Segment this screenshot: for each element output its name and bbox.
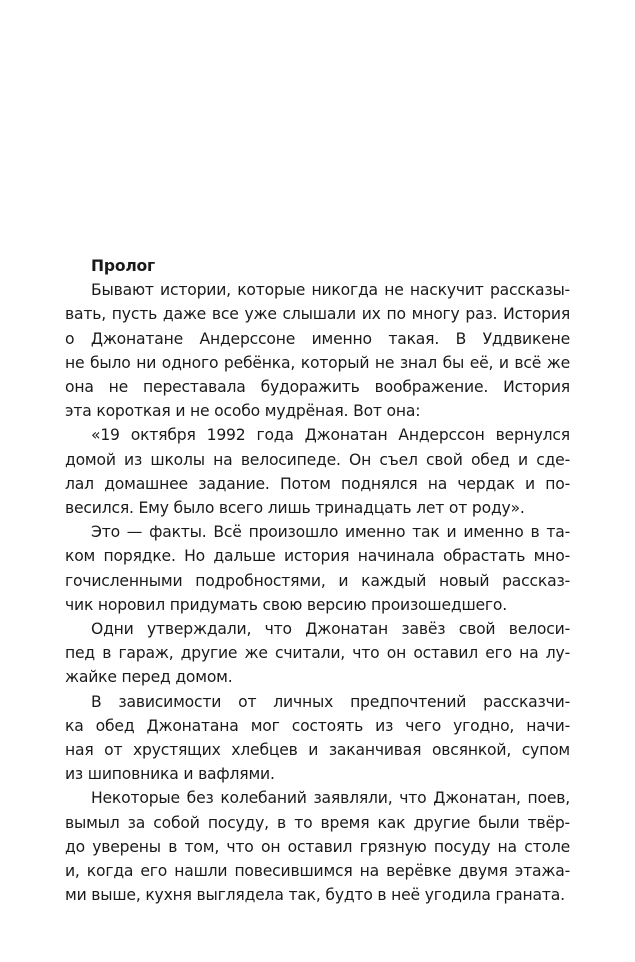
text-line: Одни утверждали, что Джонатан завёз свой велоси- [91,620,570,639]
text-line: эта короткая и не особо мудрёная. Вот она: [65,402,421,421]
text-line: о Джонатане Андерссоне именно такая. В Уддвикене [65,329,570,348]
book-page [65,254,570,907]
paragraph [65,278,570,423]
chapter-title: Пролог [91,257,156,275]
text-line: вымыл за собой посуду, в то время как другие были твёр- [65,813,570,832]
text-line: вать, пусть даже все уже слышали их по многу раз. История [65,305,570,324]
text-line: «19 октября 1992 года Джонатан Андерссон вернулся [91,426,570,445]
text-line: чик норовил придумать свою версию произошедшего. [65,595,507,614]
text-line: не было ни одного ребёнка, который не знал бы её, и всё же [65,353,570,372]
text-line: лал домашнее задание. Потом поднялся на чердак и по- [65,474,570,493]
paragraph [65,617,570,690]
text-line: Это — факты. Всё произошло именно так и именно в та- [91,523,570,542]
text-line: пед в гараж, другие же считали, что он оставил его на лу- [65,644,570,663]
text-line: Бывают истории, которые никогда не наскучит рассказы- [91,281,570,300]
paragraph [65,786,570,907]
text-line: ка обед Джонатана мог состоять из чего угодно, начи- [65,716,570,735]
text-line: жайке перед домом. [65,668,233,687]
text-line: она не переставала будоражить воображение. История [65,378,570,397]
text-line: ком порядке. Но дальше история начинала обрастать мно- [65,547,570,566]
text-line: домой из школы на велосипеде. Он съел свой обед и сде- [65,450,570,469]
text-line: весился. Ему было всего лишь тринадцать лет от роду». [65,499,525,518]
text-line: ная от хрустящих хлебцев и заканчивая овсянкой, супом [65,741,570,760]
text-line: Некоторые без колебаний заявляли, что Джонатан, поев, [91,789,570,808]
paragraph [65,520,570,617]
text-line: гочисленными подробностями, и каждый новый рассказ- [65,571,570,590]
text-line: В зависимости от личных предпочтений рассказчи- [91,692,570,711]
text-line: и, когда его нашли повесившимся на верёвке двумя этажа- [65,862,570,881]
paragraph [65,423,570,520]
text-line: ми выше, кухня выглядела так, будто в неё угодила граната. [65,886,565,905]
chapter-body [65,278,570,907]
text-line: из шиповника и вафлями. [65,765,275,784]
text-line: до уверены в том, что он оставил грязную посуду на столе [65,837,570,856]
paragraph [65,690,570,787]
